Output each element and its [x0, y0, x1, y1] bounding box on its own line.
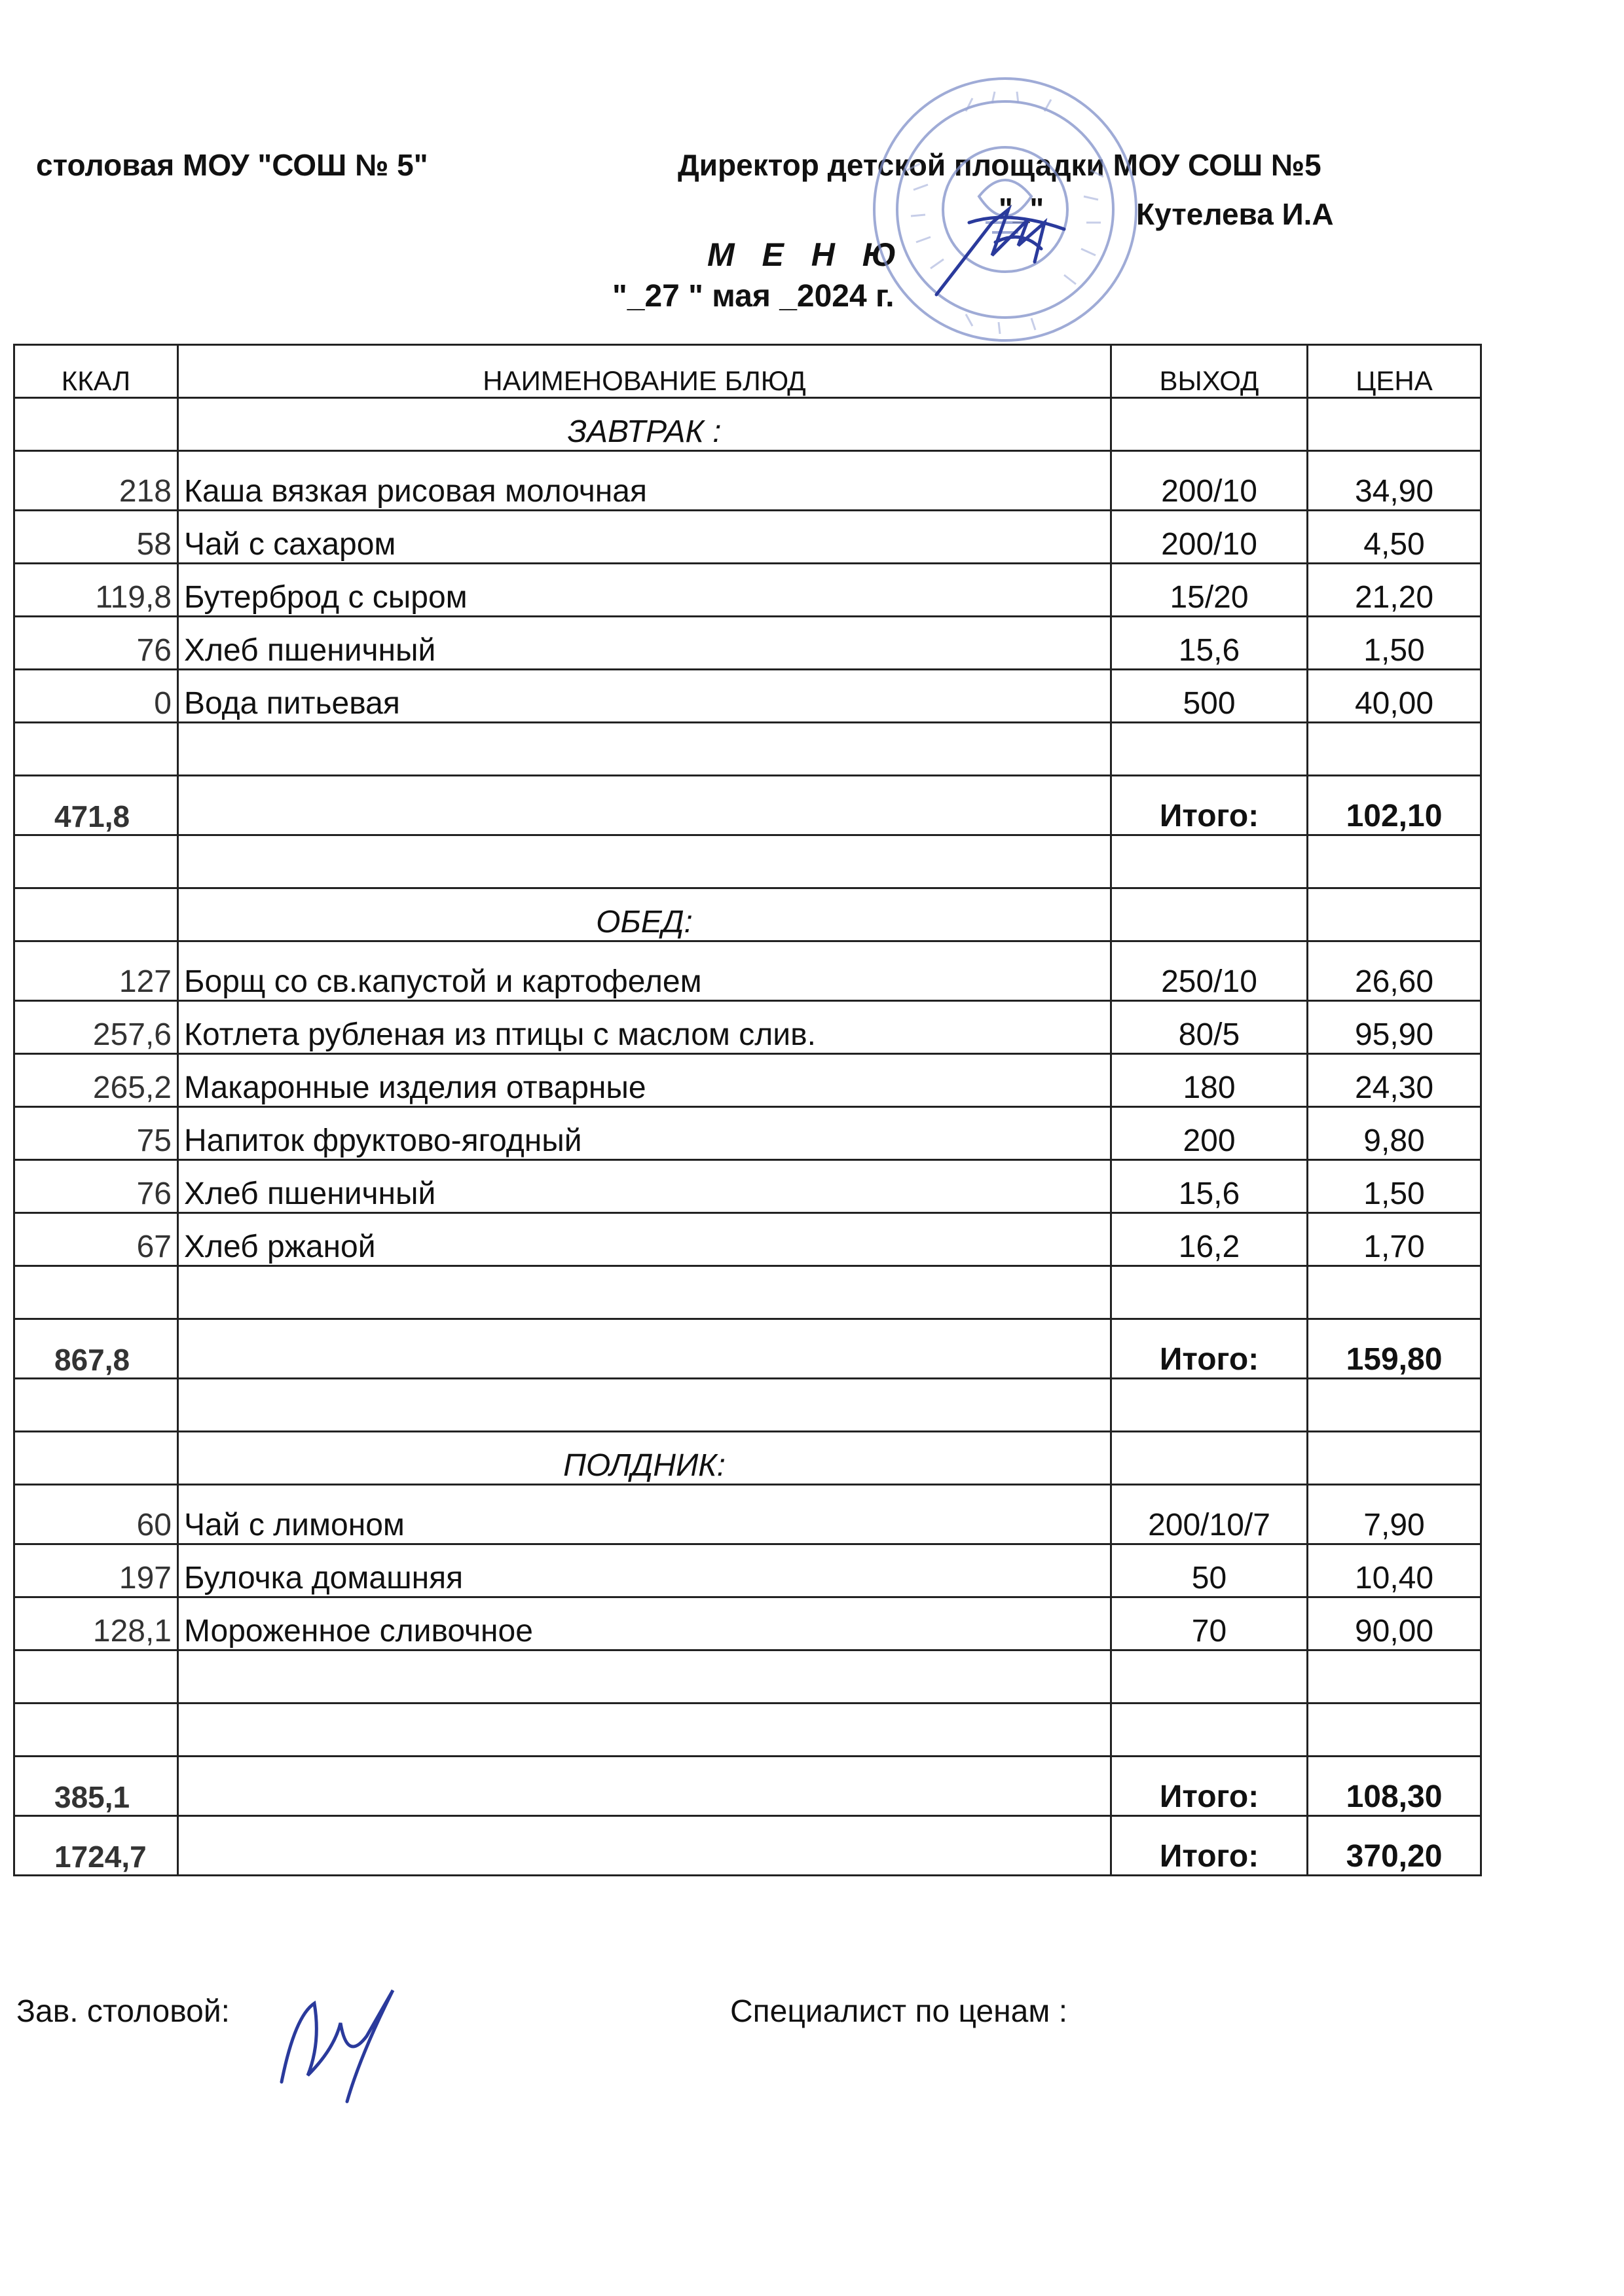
dish-name-cell: Хлеб пшеничный [178, 1160, 1111, 1213]
kcal-cell: 67 [14, 1213, 178, 1266]
output-cell: 16,2 [1111, 1213, 1308, 1266]
kcal-cell: 60 [14, 1485, 178, 1544]
column-header-price: ЦЕНА [1308, 345, 1481, 398]
total-label: Итого: [1111, 1319, 1308, 1379]
table-row [14, 1597, 1481, 1650]
grand-total-row [14, 1816, 1481, 1876]
output-cell: 15/20 [1111, 564, 1308, 617]
kcal-cell: 128,1 [14, 1597, 178, 1650]
kcal-cell: 76 [14, 1160, 178, 1213]
total-row-breakfast [14, 776, 1481, 835]
price-cell: 1,70 [1308, 1213, 1481, 1266]
empty-row [14, 1266, 1481, 1319]
kcal-cell: 257,6 [14, 1001, 178, 1054]
canteen-head-label: Зав. столовой: [16, 1994, 230, 2029]
total-kcal: 385,1 [14, 1757, 178, 1816]
menu-title: М Е Н Ю [707, 236, 906, 273]
section-row-snack [14, 1432, 1481, 1485]
empty-row [14, 1379, 1481, 1432]
dish-name-cell: Макаронные изделия отварные [178, 1054, 1111, 1107]
dish-name-cell: Бутерброд с сыром [178, 564, 1111, 617]
kcal-cell: 265,2 [14, 1054, 178, 1107]
column-header-kcal: ККАЛ [14, 345, 178, 398]
dish-name-cell: Вода питьевая [178, 670, 1111, 723]
dish-name-cell: Мороженное сливочное [178, 1597, 1111, 1650]
empty-row [14, 1704, 1481, 1757]
section-title-snack: ПОЛДНИК: [178, 1432, 1111, 1485]
kcal-cell: 197 [14, 1544, 178, 1597]
price-cell: 7,90 [1308, 1485, 1481, 1544]
output-cell: 500 [1111, 670, 1308, 723]
output-cell: 50 [1111, 1544, 1308, 1597]
kcal-cell: 119,8 [14, 564, 178, 617]
grand-total-price: 370,20 [1308, 1816, 1481, 1876]
kcal-cell: 0 [14, 670, 178, 723]
price-cell: 4,50 [1308, 511, 1481, 564]
table-row [14, 451, 1481, 511]
price-specialist-label: Специалист по ценам : [730, 1994, 1068, 2029]
empty-row [14, 723, 1481, 776]
dish-name-cell: Хлеб ржаной [178, 1213, 1111, 1266]
menu-date: "_27 " мая _2024 г. [612, 279, 895, 314]
empty-row [14, 835, 1481, 888]
output-cell: 180 [1111, 1054, 1308, 1107]
director-signature [930, 183, 1080, 301]
total-label: Итого: [1111, 776, 1308, 835]
output-cell: 200/10/7 [1111, 1485, 1308, 1544]
kcal-cell: 127 [14, 941, 178, 1001]
table-row [14, 1001, 1481, 1054]
table-row [14, 1485, 1481, 1544]
output-cell: 15,6 [1111, 1160, 1308, 1213]
director-title: Директор детской площадки МОУ СОШ №5 [678, 148, 1321, 182]
empty-row [14, 1650, 1481, 1704]
total-label: Итого: [1111, 1757, 1308, 1816]
total-kcal: 471,8 [14, 776, 178, 835]
table-row [14, 511, 1481, 564]
kcal-cell: 58 [14, 511, 178, 564]
dish-name-cell: Чай с лимоном [178, 1485, 1111, 1544]
output-cell: 80/5 [1111, 1001, 1308, 1054]
table-row [14, 564, 1481, 617]
section-title-lunch: ОБЕД: [178, 888, 1111, 941]
menu-table [13, 344, 1482, 1876]
total-price: 108,30 [1308, 1757, 1481, 1816]
price-cell: 34,90 [1308, 451, 1481, 511]
table-row [14, 670, 1481, 723]
output-cell: 250/10 [1111, 941, 1308, 1001]
table-header-row [14, 345, 1481, 398]
section-row-lunch [14, 888, 1481, 941]
canteen-head-signature [268, 1977, 419, 2108]
price-cell: 1,50 [1308, 617, 1481, 670]
kcal-cell: 218 [14, 451, 178, 511]
price-cell: 24,30 [1308, 1054, 1481, 1107]
table-row [14, 617, 1481, 670]
dish-name-cell: Борщ со св.капустой и картофелем [178, 941, 1111, 1001]
table-row [14, 1054, 1481, 1107]
column-header-output: ВЫХОД [1111, 345, 1308, 398]
director-name: Кутелева И.А [1136, 197, 1334, 231]
price-cell: 9,80 [1308, 1107, 1481, 1160]
table-row [14, 1213, 1481, 1266]
output-cell: 70 [1111, 1597, 1308, 1650]
price-cell: 1,50 [1308, 1160, 1481, 1213]
output-cell: 15,6 [1111, 617, 1308, 670]
grand-total-kcal: 1724,7 [14, 1816, 178, 1876]
total-price: 159,80 [1308, 1319, 1481, 1379]
section-title-breakfast: ЗАВТРАК : [178, 398, 1111, 451]
dish-name-cell: Булочка домашняя [178, 1544, 1111, 1597]
dish-name-cell: Каша вязкая рисовая молочная [178, 451, 1111, 511]
dish-name-cell: Котлета рубленая из птицы с маслом слив. [178, 1001, 1111, 1054]
price-cell: 21,20 [1308, 564, 1481, 617]
canteen-name: столовая МОУ "СОШ № 5" [36, 148, 428, 182]
table-row [14, 1544, 1481, 1597]
total-row-lunch [14, 1319, 1481, 1379]
kcal-cell: 76 [14, 617, 178, 670]
dish-name-cell: Напиток фруктово-ягодный [178, 1107, 1111, 1160]
approval-date-blank: "_" [999, 192, 1044, 226]
total-row-snack [14, 1757, 1481, 1816]
kcal-cell: 75 [14, 1107, 178, 1160]
output-cell: 200 [1111, 1107, 1308, 1160]
price-cell: 10,40 [1308, 1544, 1481, 1597]
column-header-dish: НАИМЕНОВАНИЕ БЛЮД [178, 345, 1111, 398]
price-cell: 95,90 [1308, 1001, 1481, 1054]
total-price: 102,10 [1308, 776, 1481, 835]
dish-name-cell: Хлеб пшеничный [178, 617, 1111, 670]
price-cell: 90,00 [1308, 1597, 1481, 1650]
dish-name-cell: Чай с сахаром [178, 511, 1111, 564]
section-row-breakfast [14, 398, 1481, 451]
price-cell: 26,60 [1308, 941, 1481, 1001]
output-cell: 200/10 [1111, 511, 1308, 564]
table-row [14, 1160, 1481, 1213]
table-row [14, 1107, 1481, 1160]
table-row [14, 941, 1481, 1001]
price-cell: 40,00 [1308, 670, 1481, 723]
output-cell: 200/10 [1111, 451, 1308, 511]
total-kcal: 867,8 [14, 1319, 178, 1379]
grand-total-label: Итого: [1111, 1816, 1308, 1876]
